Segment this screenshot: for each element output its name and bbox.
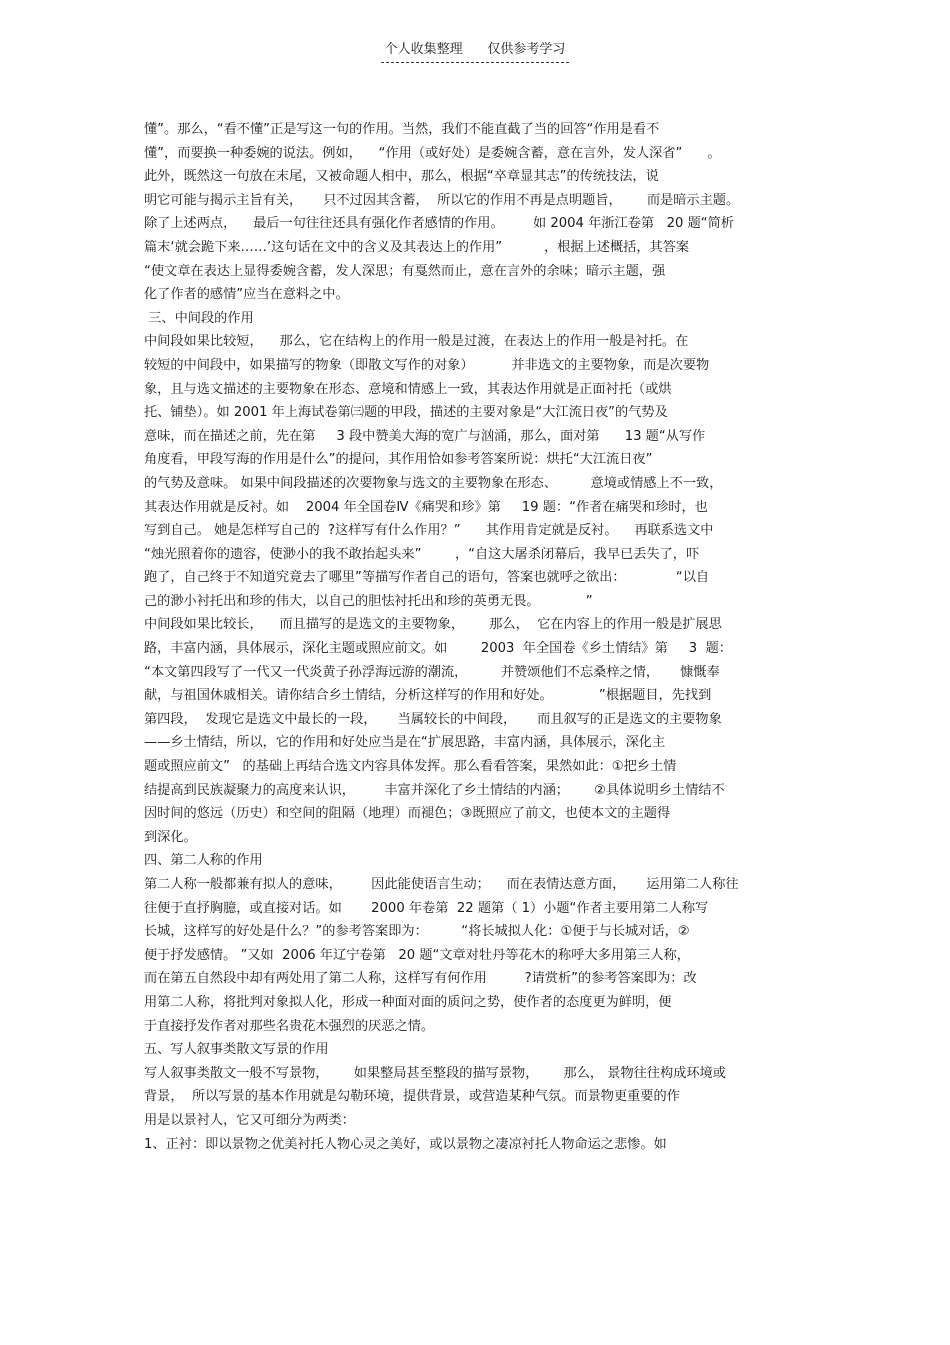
text-line: 第二人称一般都兼有拟人的意味， 因此能使语言生动； 而在表情达意方面， 运用第二人称往 (144, 877, 739, 892)
text-line: 写人叙事类散文一般不写景物， 如果整局甚至整段的描写景物， 那么， 景物往往构成环境或 (144, 1065, 726, 1081)
header-right: 仅供参考学习 (487, 42, 566, 57)
text-line: 懂”。那么，“看不懂”正是写这一句的作用。当然，我们不能直截了当的回答“作用是看不 (144, 122, 660, 137)
header-gap (463, 42, 488, 57)
page-header (0, 38, 950, 63)
text-line: “本文第四段写了一代又一代炎黄子孙浮海远游的潮流， 并赞颂他们不忘桑梓之情， 慷慨奉 (144, 664, 720, 680)
text-line: 长城，这样写的好处是什么？”的参考答案即为： “将长城拟人化：①便于与长城对话，② (144, 924, 690, 940)
text-line: 己的渺小衬托出和珍的伟大，以自己的胆怯衬托出和珍的英勇无畏。 ” (144, 593, 593, 609)
text-line: 中间段如果比较短， 那么，它在结构上的作用一般是过渡，在表达上的作用一般是衬托。在 (144, 334, 689, 350)
text-line: 象，且与选文描述的主要物象在形态、意境和情感上一致，其表达作用就是正面衬托（或烘 (144, 381, 672, 397)
section-heading: 五、写人叙事类散文写景的作用 (144, 1042, 329, 1058)
text-line: 题或照应前文” 的基础上再结合选文内容具体发挥。那么看看答案，果然如此：①把乡土情 (144, 759, 677, 775)
text-line: 此外，既然这一句放在末尾，又被命题人相中，那么，根据“卒章显其志”的传统技法，说 (144, 169, 659, 185)
text-line: 托、铺垫）。如 2001 年上海试卷第㈢题的甲段，描述的主要对象是“大江流日夜”的气势及 (144, 405, 668, 421)
text-line: 懂”，而要换一种委婉的说法。例如， “作用（或好处）是委婉含蓄，意在言外，发人深省” 。 (144, 145, 721, 161)
text-line: 写到自己。 她是怎样写自己的 ?这样写有什么作用？” 其作用肯定就是反衬。 再联系选文中 (144, 523, 714, 539)
text-line: 1、正衬：即以景物之优美衬托人物心灵之美好，或以景物之凄凉衬托人物命运之悲惨。如 (144, 1136, 667, 1152)
text-line: 献，与祖国休戚相关。请你结合乡土情结，分析这样写的作用和好处。 ”根据题目，先找到 (144, 688, 712, 704)
text-line: 角度看，甲段写海的作用是什么”的提问，其作用恰如参考答案所说：烘托“大江流日夜” (144, 452, 653, 468)
section-heading: 三、中间段的作用 (144, 310, 254, 326)
text-line: 第四段， 发现它是选文中最长的一段， 当属较长的中间段， 而且叙写的正是选文的主要物象 (144, 711, 722, 727)
text-line: 其表达作用就是反衬。如 2004 年全国卷Ⅳ《痛哭和珍》第 19 题：“作者在痛哭和珍时，也 (144, 499, 708, 515)
text-line: 化了作者的感情”应当在意料之中。 (144, 287, 349, 303)
text-line: 中间段如果比较长， 而且描写的是选文的主要物象， 那么， 它在内容上的作用一般是扩展思 (144, 617, 722, 633)
text-line: 而在第五自然段中却有两处用了第二人称，这样写有何作用 ?请赏析”的参考答案即为：改 (144, 971, 697, 987)
text-line: 结提高到民族凝聚力的高度来认识， 丰富并深化了乡土情结的内涵； ②具体说明乡土情结不 (144, 782, 725, 798)
text-line: 用是以景衬人，它又可细分为两类： (144, 1112, 355, 1128)
text-line: 路，丰富内涵，具体展示，深化主题或照应前文。如 2003 年全国卷《乡土情结》第 3 题： (144, 641, 732, 657)
text-line: 跑了，自己终于不知道究竟去了哪里”等描写作者自己的语句，答案也就呼之欲出： “以自 (144, 570, 710, 586)
text-line: 因时间的悠远（历史）和空间的阻隔（地理）而褪色；③既照应了前文，也使本文的主题得 (144, 806, 671, 822)
text-line: 往便于直抒胸臆，或直接对话。如 2000 年卷第 22 题第（ 1）小题“作者主要用第二人称写 (144, 900, 709, 916)
text-line: “烛光照着你的遗容，使渺小的我不敢抬起头来” ，“自这大屠杀闭幕后，我早已丢失了，吓 (144, 546, 700, 562)
text-line: 较短的中间段中，如果描写的物象（即散文写作的对象） 并非选文的主要物象，而是次要物 (144, 357, 710, 373)
text-line: 篇末‘就会跪下来……’这句话在文中的含义及其表达上的作用” ，根据上述概括，其答案 (144, 239, 690, 255)
text-line: 除了上述两点， 最后一句往往还具有强化作者感情的作用。 如 2004 年浙江卷第 20 题“简析 (144, 216, 734, 232)
text-line: 意味，而在描述之前，先在第 3 段中赞美大海的宽广与汹涌，那么，面对第 13 题“从写作 (144, 428, 706, 444)
text-line: 于直接抒发作者对那些名贵花木强烈的厌恶之情。 (144, 1018, 435, 1034)
header-left: 个人收集整理 (384, 42, 463, 57)
header-text (381, 41, 570, 63)
document-body (144, 118, 814, 1156)
text-line: “使文章在表达上显得委婉含蓄，发人深思；有戛然而止，意在言外的余味；暗示主题，强 (144, 263, 666, 279)
section-heading: 四、第二人称的作用 (144, 853, 263, 869)
text-line: 用第二人称，将批判对象拟人化，形成一种面对面的质问之势，使作者的态度更为鲜明，便 (144, 994, 672, 1010)
text-line: 到深化。 (144, 829, 197, 845)
text-line: 背景， 所以写景的基本作用就是勾勒环境，提供背景，或营造某种气氛。而景物更重要的作 (144, 1089, 680, 1105)
text-line: 明它可能与揭示主旨有关， 只不过因其含蓄， 所以它的作用不再是点明题旨， 而是暗示主题。 (144, 192, 740, 208)
text-line: 便于抒发感情。 ”又如 2006 年辽宁卷第 20 题“文章对牡丹等花木的称呼大多用第三人称， (144, 947, 690, 963)
text-line: ——乡土情结，所以，它的作用和好处应当是在“扩展思路，丰富内涵，具体展示，深化主 (144, 735, 666, 751)
text-line: 的气势及意味。 如果中间段描述的次要物象与选文的主要物象在形态、 意境或情感上不一致， (144, 475, 723, 491)
